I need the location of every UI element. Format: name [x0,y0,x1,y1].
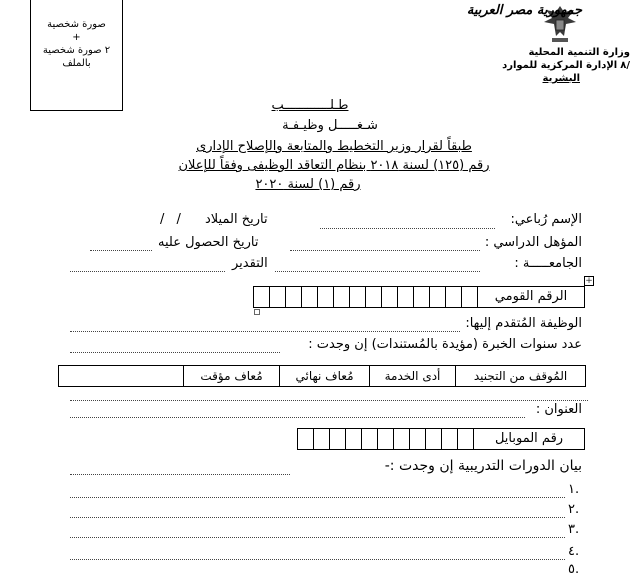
decree-line2: رقم (١٢٥) لسنة ٢٠١٨ بنظام التعاقد الوظيفى وفقاً للإعلان [178,158,490,173]
mobile-cell[interactable] [394,429,410,449]
header-department-row [502,59,630,72]
military-option-blank[interactable] [59,366,183,386]
header-department: الإدارة المركزية للموارد [502,60,618,71]
address-top-line[interactable] [70,400,588,401]
course-line-4[interactable] [70,559,565,560]
grade-line[interactable] [70,271,225,272]
experience-label: عدد سنوات الخبرة (مؤيدة بالمُستندات) إن وجدت : [308,337,582,352]
national-id-label: الرقم القومي [494,289,568,304]
national-id-cell[interactable] [350,287,366,307]
mobile-row [297,428,585,450]
military-option-permanent-exempt[interactable]: مُعاف نهائي [279,366,369,386]
national-id-cell[interactable] [366,287,382,307]
national-id-cell[interactable] [302,287,318,307]
military-status-label: المُوقف من التجنيد [455,366,585,386]
courses-heading-line [70,474,290,475]
applied-job-label: الوظيفة المُتقدم إليها: [465,316,582,331]
birth-date-slashes: / / [160,212,185,227]
mobile-cell[interactable] [314,429,330,449]
photo-box-line3: بالملف [62,58,91,69]
mobile-cell[interactable] [330,429,346,449]
national-id-cell[interactable] [270,287,286,307]
course-line-1[interactable] [70,497,565,498]
decree-line3: رقم (١) لسنة ٢٠٢٠ [255,177,361,192]
title-fill-position: شـغـــــل وظيـفـة [282,118,378,133]
mobile-label: رقم الموبايل [494,431,564,446]
full-name-line[interactable] [320,228,495,229]
course-line-3[interactable] [70,537,565,538]
university-label: الجامعـــــة : [514,256,582,271]
birth-date-label: تاريخ الميلاد [205,212,268,227]
decree-line1: طبقاً لقرار وزير التخطيط والمتابعة والإصلاح الإدارى [196,139,472,154]
header-human: البشرية [542,73,580,84]
title-request: طـلــــــــــــب [271,98,349,113]
national-id-cell[interactable] [414,287,430,307]
course-number-4: ٤. [568,544,580,559]
national-id-row [253,286,585,308]
national-id-cell[interactable] [462,287,478,307]
national-id-cell[interactable] [446,287,462,307]
national-id-cell[interactable] [430,287,446,307]
table-move-handle-icon[interactable]: + [585,276,593,286]
experience-line[interactable] [70,352,280,353]
university-line[interactable] [275,271,480,272]
courses-heading: بيان الدورات التدريبية إن وجدت :- [384,458,582,474]
mobile-cell[interactable] [426,429,442,449]
military-option-temporary-exempt[interactable]: مُعاف مؤقت [183,366,279,386]
address-label: العنوان : [535,402,582,417]
national-id-cells[interactable] [254,287,478,307]
obtained-date-line[interactable] [90,250,152,251]
mobile-cell[interactable] [298,429,314,449]
mobile-cell[interactable] [442,429,458,449]
course-number-1: ١. [568,482,580,497]
mobile-cell[interactable] [362,429,378,449]
course-number-2: ٢. [568,502,580,517]
course-number-5: ٥. [568,562,580,577]
full-name-label: الإسم رُباعي: [510,212,582,227]
national-id-cell[interactable] [382,287,398,307]
address-line[interactable] [70,417,525,418]
header-republic: جمهورية مصر العربية [466,3,582,18]
mobile-cell[interactable] [346,429,362,449]
photo-box-line1: صورة شخصية [47,19,106,30]
photo-box-plus: + [72,32,81,43]
mobile-cell[interactable] [378,429,394,449]
course-number-3: ٣. [568,522,580,537]
table-resize-handle-icon[interactable] [254,309,260,315]
grade-label: التقدير [232,256,268,271]
national-id-cell[interactable] [286,287,302,307]
header-dept-number: /٨ [620,60,630,71]
mobile-cells[interactable] [298,429,474,449]
military-status-grid [58,365,586,387]
military-option-served[interactable]: أدى الخدمة [369,366,455,386]
qualification-label: المؤهل الدراسي : [484,235,582,250]
obtained-date-label: تاريخ الحصول عليه [158,235,259,250]
photo-box [30,0,123,111]
course-line-2[interactable] [70,517,565,518]
national-id-cell[interactable] [334,287,350,307]
header-ministry: وزارة التنمية المحلية [528,47,630,58]
qualification-line[interactable] [290,250,480,251]
mobile-cell[interactable] [410,429,426,449]
photo-box-line2: ٢ صورة شخصية [42,45,111,56]
national-id-cell[interactable] [318,287,334,307]
mobile-cell[interactable] [458,429,474,449]
national-id-cell[interactable] [254,287,270,307]
applied-job-line[interactable] [70,331,460,332]
national-id-cell[interactable] [398,287,414,307]
